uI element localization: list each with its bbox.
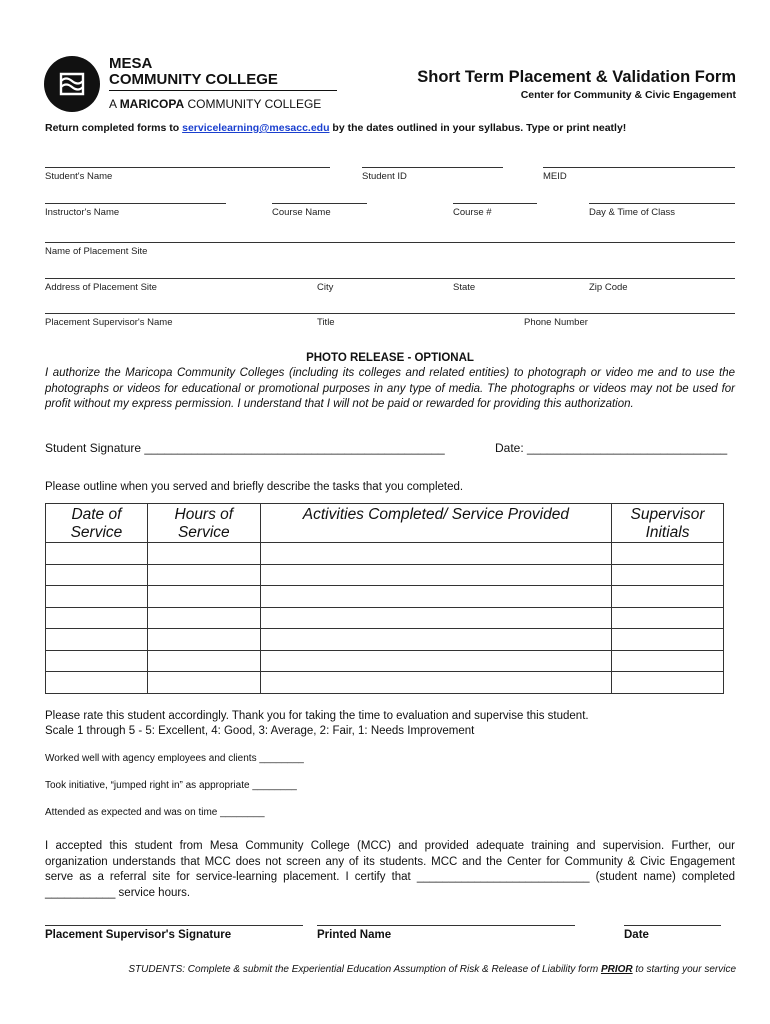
date-cell[interactable] — [46, 564, 148, 586]
table-row[interactable] — [46, 672, 724, 694]
hours-cell[interactable] — [147, 543, 260, 565]
instructions: Return completed forms to servicelearning@mesacc.edu by the dates outlined in your syllabus. Type or print neatly! — [45, 122, 627, 134]
city-label: City — [317, 282, 334, 293]
activities-cell[interactable] — [260, 629, 611, 651]
date-cell[interactable] — [46, 543, 148, 565]
signature-date-label: Date — [624, 929, 649, 941]
state-label: State — [453, 282, 476, 293]
certification-text: I accepted this student from Mesa Community College (MCC) and provided adequate training and supervision. Further, our organization understands that MCC does not screen any of its students. MCC and the Center for Community & Civic Engagement serve as a referral site for service-learning placement. I certify that ___________________________ (student name) completed ___________ service hours. — [45, 840, 735, 899]
placement-site-address-field[interactable] — [45, 278, 735, 279]
placement-site-name-label: Name of Placement Site — [45, 246, 148, 257]
student-signature-field[interactable]: Student Signature _____________________________________________ — [45, 441, 445, 455]
service-log-table — [45, 503, 724, 694]
instructor-name-field[interactable] — [45, 203, 226, 204]
college-name-line2: COMMUNITY COLLEGE — [109, 71, 278, 88]
col-initials-label: Supervisor Initials — [630, 506, 705, 541]
initials-cell[interactable] — [612, 672, 724, 694]
initials-cell[interactable] — [612, 629, 724, 651]
printed-name-field[interactable] — [317, 925, 575, 926]
initials-cell[interactable] — [612, 607, 724, 629]
col-initials-header — [612, 504, 724, 543]
college-name-line1: MESA — [109, 55, 153, 72]
supervisor-signature-label: Placement Supervisor's Signature — [45, 929, 232, 941]
table-row[interactable] — [46, 586, 724, 608]
col-hours-label: Hours of Service — [174, 506, 234, 541]
initials-cell[interactable] — [612, 564, 724, 586]
table-row[interactable] — [46, 607, 724, 629]
title-label: Title — [317, 317, 335, 328]
hours-cell[interactable] — [147, 586, 260, 608]
placement-site-address-label: Address of Placement Site — [45, 282, 157, 293]
form-title: Short Term Placement & Validation Form — [417, 68, 736, 86]
table-row[interactable] — [46, 543, 724, 565]
course-number-label: Course # — [453, 207, 492, 218]
col-activities-label: Activities Completed/ Service Provided — [302, 506, 569, 523]
hours-cell[interactable] — [147, 650, 260, 672]
college-logo-icon — [44, 56, 100, 112]
course-number-field[interactable] — [453, 203, 537, 204]
activities-cell[interactable] — [260, 543, 611, 565]
email-link[interactable]: servicelearning@mesacc.edu — [182, 122, 330, 134]
col-activities-header — [260, 504, 611, 543]
activities-cell[interactable] — [260, 607, 611, 629]
rating-intro: Please rate this student accordingly. Thank you for taking the time to evaluation and supervise this student. — [45, 710, 589, 722]
logo-divider — [109, 90, 337, 91]
supervisor-name-label: Placement Supervisor's Name — [45, 317, 173, 328]
date-cell[interactable] — [46, 629, 148, 651]
student-id-label: Student ID — [362, 171, 407, 182]
hours-cell[interactable] — [147, 607, 260, 629]
footer-note: STUDENTS: Complete & submit the Experiential Education Assumption of Risk & Release of Liability form PRIOR to starting your service — [128, 964, 736, 975]
college-affiliation: A MARICOPA COMMUNITY COLLEGE — [109, 97, 322, 111]
hours-cell[interactable] — [147, 629, 260, 651]
meid-field[interactable] — [543, 167, 735, 168]
activities-cell[interactable] — [260, 672, 611, 694]
student-name-field[interactable] — [45, 167, 330, 168]
date-cell[interactable] — [46, 672, 148, 694]
day-time-class-label: Day & Time of Class — [589, 207, 676, 218]
rating-item-attendance[interactable]: Attended as expected and was on time ________ — [45, 807, 265, 818]
form-subtitle: Center for Community & Civic Engagement — [520, 89, 736, 101]
phone-number-label: Phone Number — [524, 317, 588, 328]
supervisor-info-field[interactable] — [45, 313, 735, 314]
activities-cell[interactable] — [260, 650, 611, 672]
table-row[interactable] — [46, 650, 724, 672]
zip-code-label: Zip Code — [589, 282, 628, 293]
course-name-label: Course Name — [272, 207, 331, 218]
hours-cell[interactable] — [147, 564, 260, 586]
rating-scale: Scale 1 through 5 - 5: Excellent, 4: Good, 3: Average, 2: Fair, 1: Needs Improvement — [45, 725, 475, 737]
activities-cell[interactable] — [260, 586, 611, 608]
photo-release-heading: PHOTO RELEASE - OPTIONAL — [306, 352, 474, 364]
photo-release-date-field[interactable]: Date: ______________________________ — [495, 441, 728, 455]
supervisor-signature-field[interactable] — [45, 925, 303, 926]
col-date-label: Date of Service — [70, 506, 123, 541]
initials-cell[interactable] — [612, 650, 724, 672]
initials-cell[interactable] — [612, 543, 724, 565]
meid-label: MEID — [543, 171, 567, 182]
hours-cell[interactable] — [147, 672, 260, 694]
student-name-label: Student's Name — [45, 171, 113, 182]
rating-item-initiative[interactable]: Took initiative, “jumped right in” as appropriate ________ — [45, 780, 297, 791]
instructor-name-label: Instructor's Name — [45, 207, 120, 218]
rating-item-teamwork[interactable]: Worked well with agency employees and clients ________ — [45, 753, 304, 764]
photo-release-body: I authorize the Maricopa Community Colleges (including its colleges and related entities) to photograph or video me and to use the photographs or videos for educational or promotional purposes in any type of media. The photographs or videos may not be used for profit without my express permission. I understand that I will not be paid or rewarded for providing this authorization. — [45, 367, 735, 410]
col-hours-header — [147, 504, 260, 543]
footer-emphasis: PRIOR — [600, 964, 633, 975]
initials-cell[interactable] — [612, 586, 724, 608]
course-name-field[interactable] — [272, 203, 367, 204]
table-row[interactable] — [46, 564, 724, 586]
placement-site-name-field[interactable] — [45, 242, 735, 243]
activities-cell[interactable] — [260, 564, 611, 586]
day-time-class-field[interactable] — [589, 203, 735, 204]
printed-name-label: Printed Name — [317, 929, 392, 941]
date-cell[interactable] — [46, 650, 148, 672]
signature-date-field[interactable] — [624, 925, 721, 926]
col-date-header — [46, 504, 148, 543]
table-row[interactable] — [46, 629, 724, 651]
date-cell[interactable] — [46, 607, 148, 629]
student-id-field[interactable] — [362, 167, 503, 168]
table-header-row — [46, 504, 724, 543]
date-cell[interactable] — [46, 586, 148, 608]
service-prompt: Please outline when you served and briefly describe the tasks that you completed. — [45, 481, 464, 493]
